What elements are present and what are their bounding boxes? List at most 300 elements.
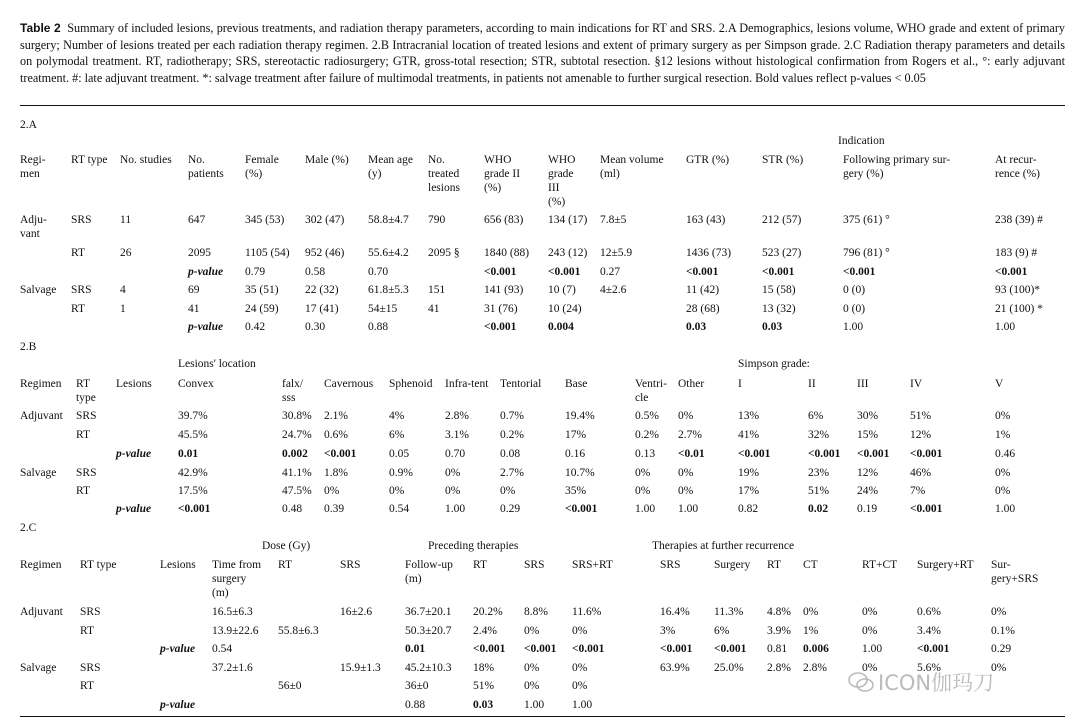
sectionA-cell: 28 (68) (686, 303, 720, 315)
sectionB-cell: 0% (678, 467, 694, 479)
sectionB-cell: 1.00 (995, 503, 1016, 515)
sectionA-header: GTR (%) (686, 154, 730, 166)
sectionC-cell: 0% (991, 606, 1007, 618)
sectionA-header: No. studies (120, 154, 172, 166)
sectionA-header: At recur- rence (%) (995, 154, 1041, 180)
sectionC-cell: 0% (862, 625, 878, 637)
sectionA-cell: 61.8±5.3 (368, 284, 409, 296)
sectionB-cell: 0.002 (282, 448, 308, 460)
sectionC-cell: 11.6% (572, 606, 602, 618)
sectionC-cell: p-value (160, 699, 196, 711)
sectionA-cell: 26 (120, 247, 132, 259)
sectionA-cell: 243 (12) (548, 247, 588, 259)
sectionB-cell: 2.7% (500, 467, 524, 479)
sectionA-header: RT type (71, 154, 108, 166)
sectionC-header: Time from surgery (m) (212, 559, 262, 599)
sectionC-header: RT (767, 559, 782, 571)
sectionB-cell: <0.001 (178, 503, 211, 515)
sectionC-cell: SRS (80, 662, 101, 674)
sectionC-cell: 0% (572, 662, 588, 674)
sectionB-cell: <0.001 (565, 503, 598, 515)
sectionA-header: WHO grade II (%) (484, 154, 521, 194)
sectionC-cell: 16.5±6.3 (212, 606, 253, 618)
sectionA-cell: 0.004 (548, 321, 574, 333)
sectionC-cell: 0% (862, 662, 878, 674)
sectionB-cell: SRS (76, 467, 97, 479)
sectionB-cell: <0.001 (808, 448, 841, 460)
sectionA-cell: 41 (428, 303, 440, 315)
sectionB-cell: 0% (445, 485, 461, 497)
sectionC-cell: 36.7±20.1 (405, 606, 452, 618)
sectionB-cell: <0.001 (910, 503, 943, 515)
sectionB-cell: 0.39 (324, 503, 345, 515)
table-caption-text: Summary of included lesions, previous treatments, and radiation therapy parameters, according to main indications for RT and SRS. 2.A Demographics, lesions volume, WHO grade and extent of primary surgery; Number of lesions treated per each radiation therapy regimen. 2.B Intracranial location of treated lesions and extent of primary surgery as per Simpson grade. 2.C Radiation therapy parameters and details on polymodal treatment. RT, radiotherapy; SRS, stereotactic radiosurgery; GTR, gross-total resection; STR, subtotal resection. §12 lesions without histological confirmation from Rogers et al., °: early adjuvant treatment. #: late adjuvant treatment. *: salvage treatment after failure of multimodal treatments, in patients not amenable to further surgical resection. Bold values reflect p-values < 0.05 (20, 21, 1065, 85)
sectionC-cell: 3.9% (767, 625, 791, 637)
sectionC-cell: 36±0 (405, 680, 429, 692)
sectionA-cell: SRS (71, 214, 92, 226)
sectionB-cell: 35% (565, 485, 587, 497)
sectionB-cell: <0.001 (738, 448, 771, 460)
sectionC-cell: 1.00 (572, 699, 593, 711)
sectionB-cell: 0.5% (635, 410, 659, 422)
sectionC-cell: 0.54 (212, 643, 233, 655)
sectionB-cell: p-value (116, 448, 152, 460)
sectionB-cell: 10.7% (565, 467, 595, 479)
sectionB-cell: p-value (116, 503, 152, 515)
sectionA-cell: 21 (100) * (995, 303, 1043, 315)
sectionC-cell: RT (80, 625, 95, 637)
sectionC-cell: 25.0% (714, 662, 744, 674)
sectionB-cell: 0% (500, 485, 516, 497)
sectionB-cell: 0% (678, 410, 694, 422)
sectionC-cell: 0% (572, 680, 588, 692)
sectionA-cell: 10 (24) (548, 303, 582, 315)
sectionC-cell: SRS (80, 606, 101, 618)
sectionA-header: Regi- men (20, 154, 46, 180)
sectionB-cell: <0.001 (857, 448, 890, 460)
sectionB-cell: 0.05 (389, 448, 410, 460)
sectionA-cell: 0 (0) (843, 303, 866, 315)
sectionA-cell: 11 (42) (686, 284, 720, 296)
sectionA-cell: 141 (93) (484, 284, 524, 296)
sectionC-cell: 15.9±1.3 (340, 662, 381, 674)
sectionC-cell: 0.81 (767, 643, 788, 655)
sectionC-header: RT (473, 559, 488, 571)
sectionC-cell: 0.6% (917, 606, 941, 618)
sectionB-cell: SRS (76, 410, 97, 422)
sectionC-cell: 8.8% (524, 606, 548, 618)
sectionC-cell: 0% (803, 606, 819, 618)
sectionC-header: SRS+RT (572, 559, 613, 571)
sectionB-cell: 17% (565, 429, 587, 441)
sectionA-cell: <0.001 (995, 266, 1028, 278)
sectionA-cell: 1.00 (995, 321, 1016, 333)
sectionB-cell: 45.5% (178, 429, 208, 441)
sectionA-cell: 1105 (54) (245, 247, 290, 259)
sectionC-cell: 16±2.6 (340, 606, 373, 618)
sectionC-cell: 2.8% (803, 662, 827, 674)
sectionC-cell: <0.001 (660, 643, 693, 655)
sectionA-cell: 302 (47) (305, 214, 345, 226)
sectionC-cell: 1.00 (862, 643, 883, 655)
sectionA-cell: 54±15 (368, 303, 398, 315)
sectionA-label: 2.A (20, 119, 37, 131)
table-caption-label: Table 2 (20, 21, 61, 35)
sectionA-cell: 952 (46) (305, 247, 345, 259)
sectionB-cell: 30.8% (282, 410, 312, 422)
sectionA-cell: SRS (71, 284, 92, 296)
sectionB-cell: 0% (635, 467, 651, 479)
sectionB-cell: 0.19 (857, 503, 878, 515)
sectionB-cell: 0.2% (500, 429, 524, 441)
sectionC-cell: p-value (160, 643, 196, 655)
sectionA-cell: 12±5.9 (600, 247, 633, 259)
sectionB-cell: 24.7% (282, 429, 312, 441)
sectionC-cell: 0% (524, 662, 540, 674)
sectionB-label: 2.B (20, 341, 37, 353)
sectionC-cell: 2.4% (473, 625, 497, 637)
sectionC-cell: 5.6% (917, 662, 941, 674)
sectionB-cell: 2.8% (445, 410, 469, 422)
sectionB-header: Base (565, 378, 588, 390)
sectionC-header: Follow-up (m) (405, 559, 453, 585)
sectionC-cell: 0.29 (991, 643, 1012, 655)
sectionB-cell: 17% (738, 485, 760, 497)
sectionB-header: Tentorial (500, 378, 542, 390)
table-rule (20, 716, 1065, 717)
sectionB-cell: 0.9% (389, 467, 413, 479)
sectionC-cell: 0.1% (991, 625, 1015, 637)
sectionA-cell: RT (71, 303, 86, 315)
sectionC-cell: 3% (660, 625, 676, 637)
sectionA-cell: 1840 (88) (484, 247, 530, 259)
sectionB-cell: 39.7% (178, 410, 208, 422)
sectionB-cell: 2.1% (324, 410, 348, 422)
sectionC-cell: 0% (991, 662, 1007, 674)
sectionA-cell: 17 (41) (305, 303, 339, 315)
sectionC-header: SRS (524, 559, 545, 571)
sectionA-cell: <0.001 (484, 266, 517, 278)
sectionB-cell: 15% (857, 429, 879, 441)
sectionB-cell: 30% (857, 410, 879, 422)
sectionA-cell: 22 (32) (305, 284, 339, 296)
sectionB-cell: 0.16 (565, 448, 586, 460)
sectionA-cell: 0 (0) (843, 284, 866, 296)
sectionC-header: RT type (80, 559, 117, 571)
sectionC-cell: RT (80, 680, 95, 692)
sectionA-cell: 1436 (73) (686, 247, 732, 259)
sectionB-cell: 6% (389, 429, 405, 441)
sectionA-cell: 238 (39) # (995, 214, 1043, 226)
sectionC-cell: <0.001 (917, 643, 950, 655)
sectionA-cell: 151 (428, 284, 446, 296)
sectionC-cell: 50.3±20.7 (405, 625, 452, 637)
sectionC-cell: <0.001 (714, 643, 747, 655)
sectionC-cell: 0.88 (405, 699, 426, 711)
sectionB-cell: 0.7% (500, 410, 524, 422)
sectionA-cell: 212 (57) (762, 214, 802, 226)
sectionC-header: SRS (340, 559, 361, 571)
sectionB-header: IV (910, 378, 923, 390)
sectionA-cell: 523 (27) (762, 247, 802, 259)
sectionC-cell: 0.01 (405, 643, 426, 655)
sectionC-cell: Salvage (20, 662, 57, 674)
sectionA-cell: 0.70 (368, 266, 389, 278)
sectionA-cell: p-value (188, 266, 224, 278)
sectionA-cell: 15 (58) (762, 284, 796, 296)
sectionB-cell: 51% (910, 410, 932, 422)
sectionC-cell: 18% (473, 662, 495, 674)
sectionB-header: falx/ sss (282, 378, 304, 404)
sectionC-header: Surgery (714, 559, 751, 571)
sectionC-cell: 0% (524, 680, 540, 692)
sectionB-header: I (738, 378, 742, 390)
sectionA-cell: 375 (61) ° (843, 214, 890, 226)
sectionB-cell: RT (76, 429, 91, 441)
sectionB-cell: 17.5% (178, 485, 208, 497)
sectionB-header: Convex (178, 378, 214, 390)
sectionB-cell: 1.00 (445, 503, 466, 515)
sectionC-header: Regimen (20, 559, 62, 571)
wechat-logo-icon (848, 672, 874, 692)
sectionA-cell: RT (71, 247, 86, 259)
sectionC-cell: 0% (862, 606, 878, 618)
sectionB-cell: 19.4% (565, 410, 595, 422)
sectionA-cell: 0.79 (245, 266, 266, 278)
sectionA-cell: 0.42 (245, 321, 266, 333)
sectionB-cell: 0% (678, 485, 694, 497)
sectionC-header: Sur- gery+SRS (991, 559, 1039, 585)
sectionA-cell: 0.58 (305, 266, 326, 278)
sectionB-cell: 0.70 (445, 448, 466, 460)
sectionB-cell: 0.2% (635, 429, 659, 441)
sectionA-header: Mean age (y) (368, 154, 414, 180)
sectionC-cell: 1% (803, 625, 819, 637)
sectionA-cell: 41 (188, 303, 200, 315)
sectionA-cell: 796 (81) ° (843, 247, 890, 259)
sectionC-cell: 11.3% (714, 606, 744, 618)
sectionC-header: SRS (660, 559, 681, 571)
sectionB-cell: 12% (910, 429, 932, 441)
sectionB-header: V (995, 378, 1004, 390)
sectionC-cell: 56±0 (278, 680, 302, 692)
sectionA-header: No. treated lesions (428, 154, 460, 194)
sectionB-cell: 0% (389, 485, 405, 497)
sectionB-cell: 0.02 (808, 503, 829, 515)
sectionC-header: RT+CT (862, 559, 898, 571)
sectionB-cell: 0% (635, 485, 651, 497)
sectionB-cell: 0.48 (282, 503, 303, 515)
sectionA-cell: 13 (32) (762, 303, 796, 315)
sectionC-header: RT (278, 559, 293, 571)
sectionA-cell: 0.03 (686, 321, 707, 333)
sectionA-cell: p-value (188, 321, 224, 333)
sectionB-group-group_location: Lesions' location (178, 358, 256, 370)
sectionC-cell: 13.9±22.6 (212, 625, 259, 637)
sectionA-cell: <0.001 (484, 321, 517, 333)
sectionA-header: Following primary sur- gery (%) (843, 154, 951, 180)
sectionC-cell: 37.2±1.6 (212, 662, 253, 674)
sectionB-header: Regimen (20, 378, 62, 390)
sectionB-cell: <0.01 (678, 448, 705, 460)
sectionC-group-group_preceding: Preceding therapies (428, 540, 519, 552)
sectionC-cell: 45.2±10.3 (405, 662, 452, 674)
sectionA-cell: 31 (76) (484, 303, 518, 315)
sectionA-cell: 134 (17) (548, 214, 588, 226)
sectionB-cell: 7% (910, 485, 926, 497)
sectionB-cell: Adjuvant (20, 410, 63, 422)
sectionA-cell: 0.30 (305, 321, 326, 333)
sectionB-cell: 0.82 (738, 503, 759, 515)
sectionB-cell: 46% (910, 467, 932, 479)
sectionB-cell: 0.29 (500, 503, 521, 515)
sectionB-header: Cavernous (324, 378, 374, 390)
sectionB-cell: 47.5% (282, 485, 312, 497)
sectionC-cell: 2.8% (767, 662, 791, 674)
watermark (848, 667, 1048, 693)
sectionB-cell: 0.13 (635, 448, 656, 460)
sectionB-cell: 41.1% (282, 467, 312, 479)
sectionA-cell: 58.8±4.7 (368, 214, 409, 226)
table-caption (20, 20, 1065, 86)
sectionC-cell: 55.8±6.3 (278, 625, 319, 637)
sectionC-cell: 63.9% (660, 662, 690, 674)
sectionA-cell: 2095 § (428, 247, 460, 259)
sectionB-cell: 41% (738, 429, 760, 441)
sectionB-header: II (808, 378, 816, 390)
sectionA-cell: Salvage (20, 284, 57, 296)
sectionC-group-group_further: Therapies at further recurrence (652, 540, 795, 552)
sectionA-cell: <0.001 (843, 266, 876, 278)
sectionB-cell: 0.6% (324, 429, 348, 441)
sectionB-cell: 24% (857, 485, 879, 497)
sectionA-cell: 0.88 (368, 321, 389, 333)
sectionB-cell: RT (76, 485, 91, 497)
sectionB-cell: 3.1% (445, 429, 469, 441)
sectionB-header: Sphenoid (389, 378, 433, 390)
sectionB-cell: 0.01 (178, 448, 199, 460)
sectionC-cell: <0.001 (524, 643, 557, 655)
sectionB-cell: 12% (857, 467, 879, 479)
sectionC-header: Surgery+RT (917, 559, 974, 571)
sectionA-cell: <0.001 (762, 266, 795, 278)
sectionC-cell: <0.001 (572, 643, 605, 655)
sectionA-header: Female (%) (245, 154, 279, 180)
sectionA-cell: 11 (120, 214, 132, 226)
sectionA-cell: 647 (188, 214, 206, 226)
sectionA-cell: 163 (43) (686, 214, 726, 226)
sectionA-cell: 1.00 (843, 321, 864, 333)
sectionA-cell: 4±2.6 (600, 284, 627, 296)
sectionB-cell: 1% (995, 429, 1011, 441)
sectionB-cell: 0.46 (995, 448, 1016, 460)
sectionB-cell: 1.8% (324, 467, 348, 479)
sectionA-header: No. patients (188, 154, 224, 180)
sectionC-header: Lesions (160, 559, 196, 571)
sectionA-cell: 656 (83) (484, 214, 524, 226)
table-rule (20, 105, 1065, 106)
sectionA-cell: 24 (59) (245, 303, 279, 315)
sectionB-cell: 1.00 (635, 503, 656, 515)
sectionA-cell: 7.8±5 (600, 214, 627, 226)
sectionA-header: STR (%) (762, 154, 804, 166)
sectionB-cell: 23% (808, 467, 830, 479)
sectionB-cell: 51% (808, 485, 830, 497)
sectionB-cell: <0.001 (910, 448, 943, 460)
sectionC-cell: 51% (473, 680, 495, 692)
sectionB-group-group_simpson: Simpson grade: (738, 358, 810, 370)
sectionA-cell: 0.03 (762, 321, 783, 333)
sectionA-cell: 2095 (188, 247, 211, 259)
sectionC-cell: 4.8% (767, 606, 791, 618)
sectionB-cell: 0.54 (389, 503, 410, 515)
sectionA-group-group_header: Indication (838, 135, 885, 147)
sectionC-cell: 16.4% (660, 606, 690, 618)
sectionC-cell: 0.006 (803, 643, 829, 655)
sectionB-cell: 2.7% (678, 429, 702, 441)
sectionA-cell: 345 (53) (245, 214, 285, 226)
watermark-text: ICON伽玛刀 (878, 671, 995, 695)
sectionB-cell: 42.9% (178, 467, 208, 479)
sectionB-cell: 13% (738, 410, 760, 422)
sectionB-header: Infra-tent (445, 378, 489, 390)
sectionC-cell: Adjuvant (20, 606, 63, 618)
sectionB-cell: 19% (738, 467, 760, 479)
sectionB-cell: 4% (389, 410, 405, 422)
sectionC-cell: 6% (714, 625, 730, 637)
sectionB-cell: Salvage (20, 467, 57, 479)
sectionB-cell: 0% (445, 467, 461, 479)
sectionA-cell: 10 (7) (548, 284, 576, 296)
sectionC-cell: 0% (524, 625, 540, 637)
sectionB-header: RT type (76, 378, 96, 404)
sectionB-cell: 6% (808, 410, 824, 422)
sectionA-cell: 69 (188, 284, 200, 296)
sectionA-cell: 790 (428, 214, 446, 226)
sectionB-cell: 0% (324, 485, 340, 497)
sectionB-cell: 0% (995, 485, 1011, 497)
sectionC-header: CT (803, 559, 818, 571)
sectionB-header: Other (678, 378, 705, 390)
sectionC-cell: <0.001 (473, 643, 506, 655)
sectionA-header: Male (%) (305, 154, 349, 166)
sectionA-header: Mean volume (ml) (600, 154, 664, 180)
sectionC-cell: 3.4% (917, 625, 941, 637)
sectionB-cell: 0% (995, 467, 1011, 479)
sectionC-group-group_dose: Dose (Gy) (262, 540, 311, 552)
sectionA-cell: Adju- vant (20, 214, 47, 240)
sectionB-cell: 32% (808, 429, 830, 441)
sectionA-cell: 35 (51) (245, 284, 279, 296)
sectionB-cell: 0.08 (500, 448, 521, 460)
sectionA-cell: 55.6±4.2 (368, 247, 409, 259)
sectionC-cell: 0% (572, 625, 588, 637)
sectionA-cell: 183 (9) # (995, 247, 1038, 259)
sectionB-cell: <0.001 (324, 448, 357, 460)
sectionB-header: Ventri- cle (635, 378, 667, 404)
sectionC-cell: 0.03 (473, 699, 494, 711)
sectionA-cell: 4 (120, 284, 126, 296)
sectionC-cell: 20.2% (473, 606, 503, 618)
sectionB-cell: 1.00 (678, 503, 699, 515)
sectionB-cell: 0% (995, 410, 1011, 422)
sectionA-cell: 1 (120, 303, 126, 315)
sectionC-cell: 1.00 (524, 699, 545, 711)
sectionA-cell: 0.27 (600, 266, 621, 278)
sectionA-cell: 93 (100)* (995, 284, 1041, 296)
sectionB-header: III (857, 378, 869, 390)
sectionC-label: 2.C (20, 522, 37, 534)
